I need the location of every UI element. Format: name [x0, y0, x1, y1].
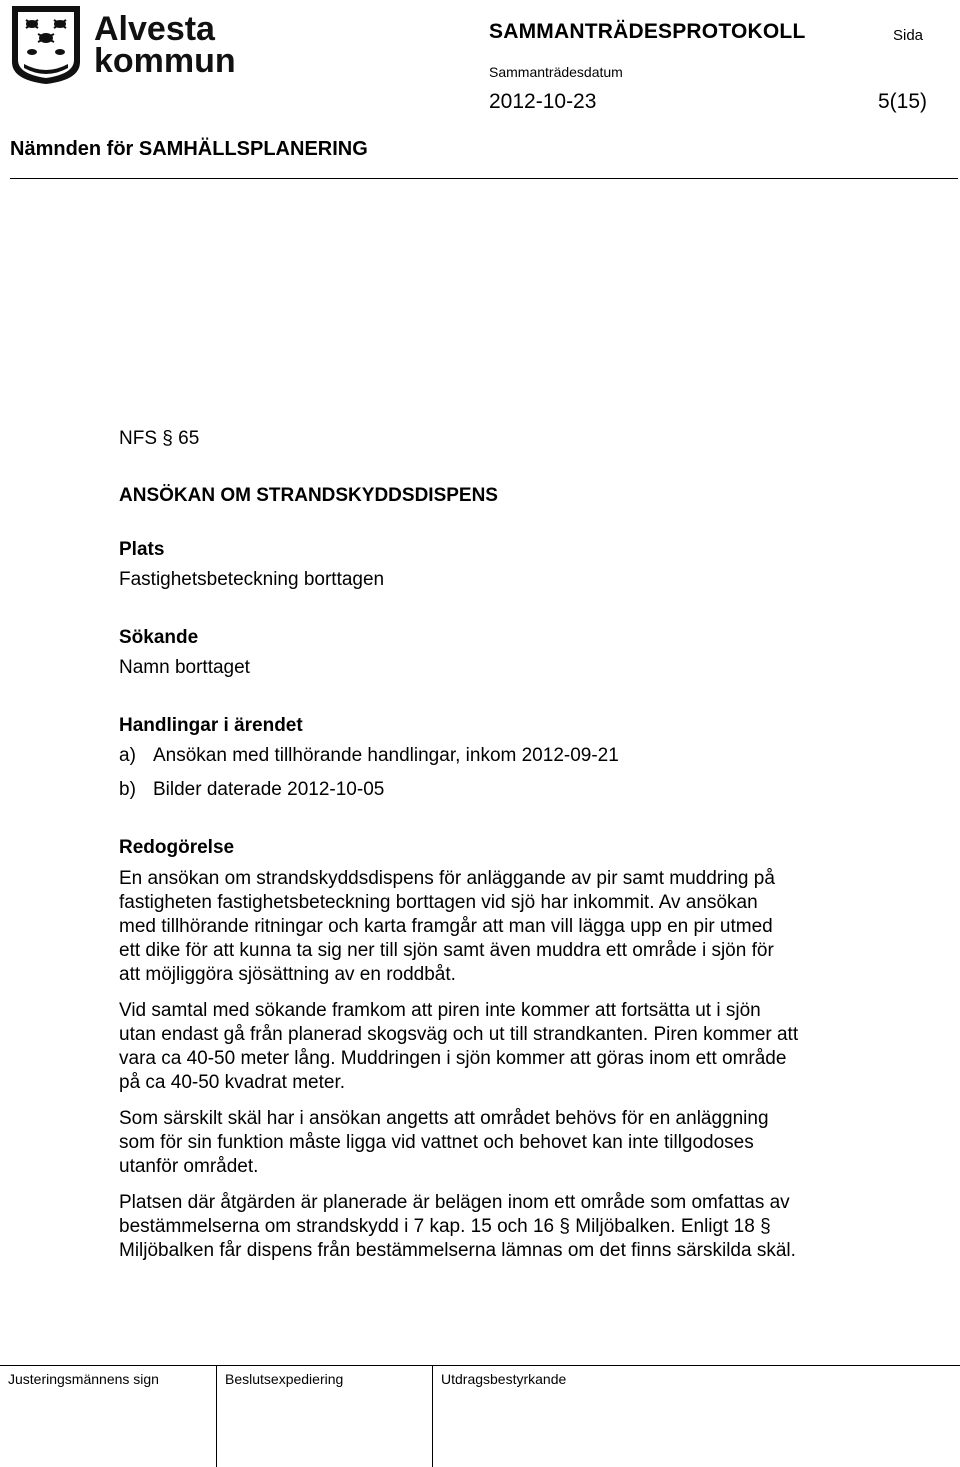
footer-certification-label: Utdragsbestyrkande — [441, 1371, 567, 1387]
section-symbol: § — [162, 428, 173, 449]
documents-heading: Handlingar i ärendet — [119, 715, 303, 736]
list-item-text: Bilder daterade 2012-10-05 — [153, 779, 385, 800]
case-number-prefix: NFS — [119, 428, 157, 449]
list-item-label: a) — [119, 745, 136, 766]
list-item — [119, 778, 799, 802]
footer-dispatch-label: Beslutsexpediering — [225, 1371, 344, 1387]
logo-text-line1: Alvesta — [94, 10, 215, 48]
page-number: 5(15) — [878, 90, 928, 113]
footer-certification-cell — [433, 1365, 733, 1467]
header-divider — [10, 178, 958, 179]
board-name: Nämnden för SAMHÄLLSPLANERING — [10, 138, 368, 160]
document-body — [119, 427, 799, 1263]
list-item — [119, 744, 799, 768]
case-number-value: 65 — [178, 428, 200, 449]
report-paragraph-4: Platsen där åtgärden är planerade är belägen inom ett område som omfattas av bestämmelserna om strandskydd i 7 kap. 15 och 16 § Miljöbalken. Enligt 18 § Miljöbalken får dispens från bestämmelserna lämnas om det finns särskilda skäl. — [119, 1192, 796, 1261]
documents-list — [119, 744, 799, 802]
list-item-text: Ansökan med tillhörande handlingar, inkom 2012-09-21 — [153, 745, 619, 766]
location-text: Fastighetsbeteckning borttagen — [119, 569, 385, 590]
case-number — [119, 427, 799, 451]
meeting-date-label: Sammanträdesdatum — [489, 64, 623, 80]
report-paragraph-2: Vid samtal med sökande framkom att piren inte kommer att fortsätta ut i sjön utan endast gå från planerad skogsväg och ut till strandkanten. Piren kommer att vara ca 40-50 meter lång. Muddringen i sjön kommer att göras inom ett område på ca 40-50 kvadrat meter. — [119, 1000, 799, 1093]
case-title: ANSÖKAN OM STRANDSKYDDSDISPENS — [119, 485, 498, 506]
footer-dispatch-cell — [217, 1365, 433, 1467]
document-type: SAMMANTRÄDESPROTOKOLL — [489, 20, 806, 43]
page-label: Sida — [893, 27, 924, 44]
municipality-logo — [10, 4, 240, 86]
footer-signature-label: Justeringsmännens sign — [8, 1371, 159, 1387]
list-item-label: b) — [119, 779, 136, 800]
meeting-date: 2012-10-23 — [489, 90, 597, 113]
footer-signature-cell — [0, 1365, 217, 1467]
report-heading: Redogörelse — [119, 837, 235, 858]
applicant-heading: Sökande — [119, 627, 199, 648]
location-heading: Plats — [119, 539, 165, 560]
logo-text-line2: kommun — [94, 42, 236, 80]
applicant-text: Namn borttaget — [119, 657, 250, 678]
report-paragraph-3: Som särskilt skäl har i ansökan angetts att området behövs för en anläggning som för sin funktion måste ligga vid vattnet och behovet kan inte tillgodoses utanför området. — [119, 1108, 769, 1177]
logo-emblem-icon — [10, 4, 240, 86]
report-paragraph-1: En ansökan om strandskyddsdispens för anläggande av pir samt muddring på fastigheten fastighetsbeteckning borttagen vid sjö har inkommit. Av ansökan med tillhörande ritningar och karta framgår att man vill lägga upp en pir utmed ett dike för att kunna ta sig ner till sjön samt även muddra ett område i sjön för att möjliggöra sjösättning av en roddbåt. — [119, 868, 775, 985]
